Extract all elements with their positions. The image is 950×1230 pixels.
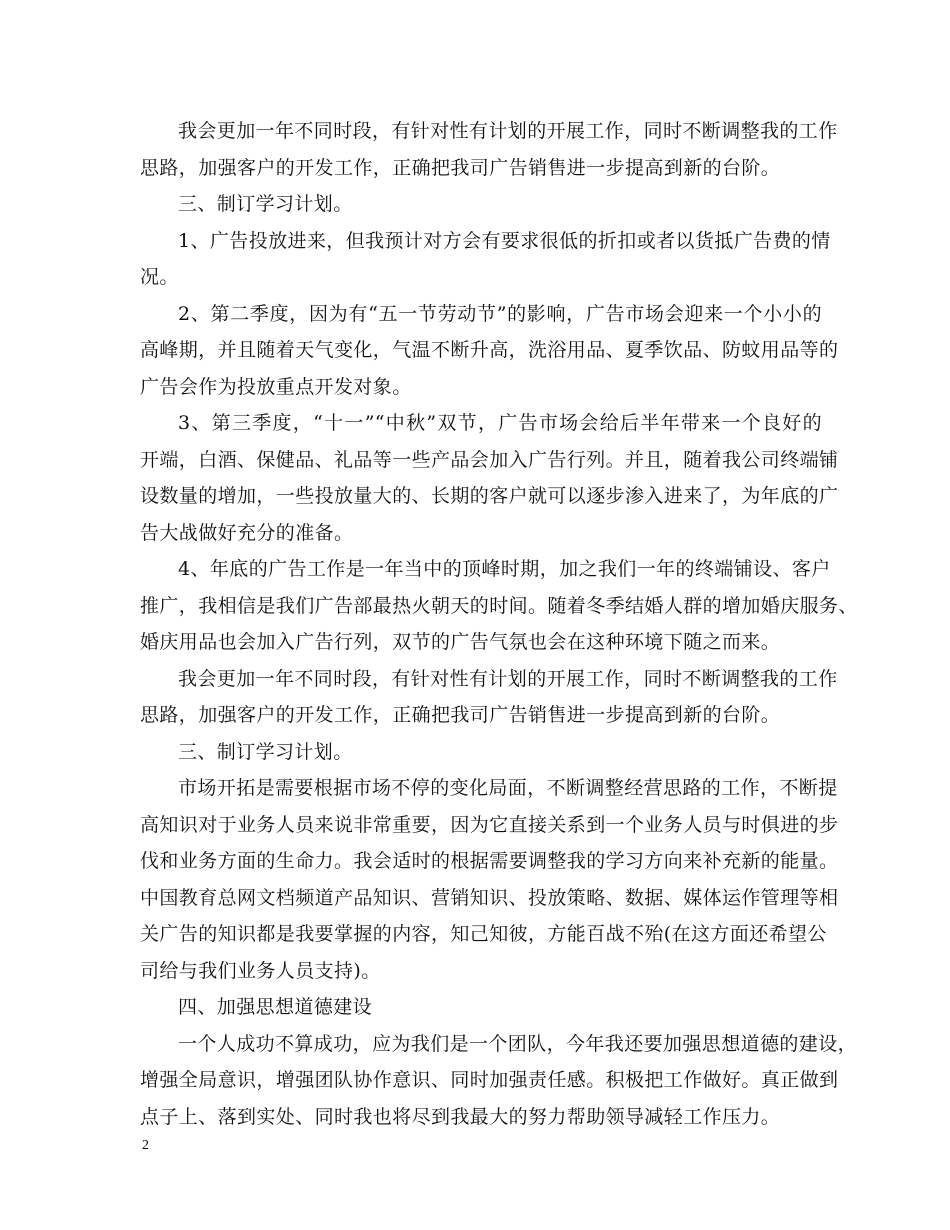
text-line: 市场开拓是需要根据市场不停的变化局面，不断调整经营思路的工作，不断提 — [178, 777, 838, 799]
text-line: 增强全局意识，增强团队协作意识、同时加强责任感。积极把工作做好。真正做到 — [140, 1069, 839, 1091]
section-heading: 三、制订学习计划。 — [178, 193, 353, 215]
text-line: 婚庆用品也会加入广告行列，双节的广告气氛也会在这种环境下随之而来。 — [140, 631, 781, 653]
document-body — [140, 113, 858, 1135]
text-line: 设数量的增加，一些投放量大的、长期的客户就可以逐步渗入进来了，为年底的广 — [140, 485, 839, 507]
text-line: 思路，加强客户的开发工作，正确把我司广告销售进一步提高到新的台阶。 — [140, 704, 781, 726]
text-line: 高峰期，并且随着天气变化，气温不断升高，洗浴用品、夏季饮品、防蚊用品等的 — [140, 339, 839, 361]
text-line: 况。 — [140, 266, 179, 288]
text-line: 3、第三季度，“十一”“中秋”双节，广告市场会给后半年带来一个良好的 — [178, 412, 822, 434]
text-line: 点子上、落到实处、同时我也将尽到我最大的努力帮助领导减轻工作压力。 — [140, 1105, 781, 1128]
text-line: 一个人成功不算成功，应为我们是一个团队，今年我还要加强思想道德的建设， — [178, 1032, 858, 1055]
text-line: 广告会作为投放重点开发对象。 — [140, 375, 412, 398]
text-line: 伐和业务方面的生命力。我会适时的根据需要调整我的学习方向来补充新的能量。 — [140, 850, 839, 872]
text-line: 我会更加一年不同时段，有针对性有计划的开展工作，同时不断调整我的工作 — [178, 667, 838, 690]
text-line: 高知识对于业务人员来说非常重要，因为它直接关系到一个业务人员与时俱进的步 — [140, 813, 839, 836]
text-line: 关广告的知识都是我要掌握的内容，知己知彼，方能百战不殆(在这方面还希望公 — [140, 923, 827, 945]
text-line: 2、第二季度，因为有“五一节劳动节”的影响，广告市场会迎来一个小小的 — [178, 302, 822, 325]
text-line: 告大战做好充分的准备。 — [140, 521, 354, 544]
section-heading: 四、加强思想道德建设 — [178, 996, 373, 1018]
text-line: 推广，我相信是我们广告部最热火朝天的时间。随着冬季结婚人群的增加婚庆服务、 — [140, 594, 858, 617]
text-line: 1、广告投放进来，但我预计对方会有要求很低的折扣或者以货抵广告费的情 — [178, 229, 831, 252]
section-heading: 三、制订学习计划。 — [178, 740, 353, 763]
text-line: 思路，加强客户的开发工作，正确把我司广告销售进一步提高到新的台阶。 — [140, 156, 781, 179]
text-line: 开端，白酒、保健品、礼品等一些产品会加入广告行列。并且，随着我公司终端铺 — [140, 448, 839, 471]
text-line: 中国教育总网文档频道产品知识、营销知识、投放策略、数据、媒体运作管理等相 — [140, 886, 839, 909]
text-line: 我会更加一年不同时段，有针对性有计划的开展工作，同时不断调整我的工作 — [178, 120, 838, 142]
text-line: 司给与我们业务人员支持)。 — [140, 959, 381, 982]
page-number: 2 — [142, 1138, 149, 1153]
text-line: 4、年底的广告工作是一年当中的顶峰时期，加之我们一年的终端铺设、客户 — [178, 558, 831, 580]
